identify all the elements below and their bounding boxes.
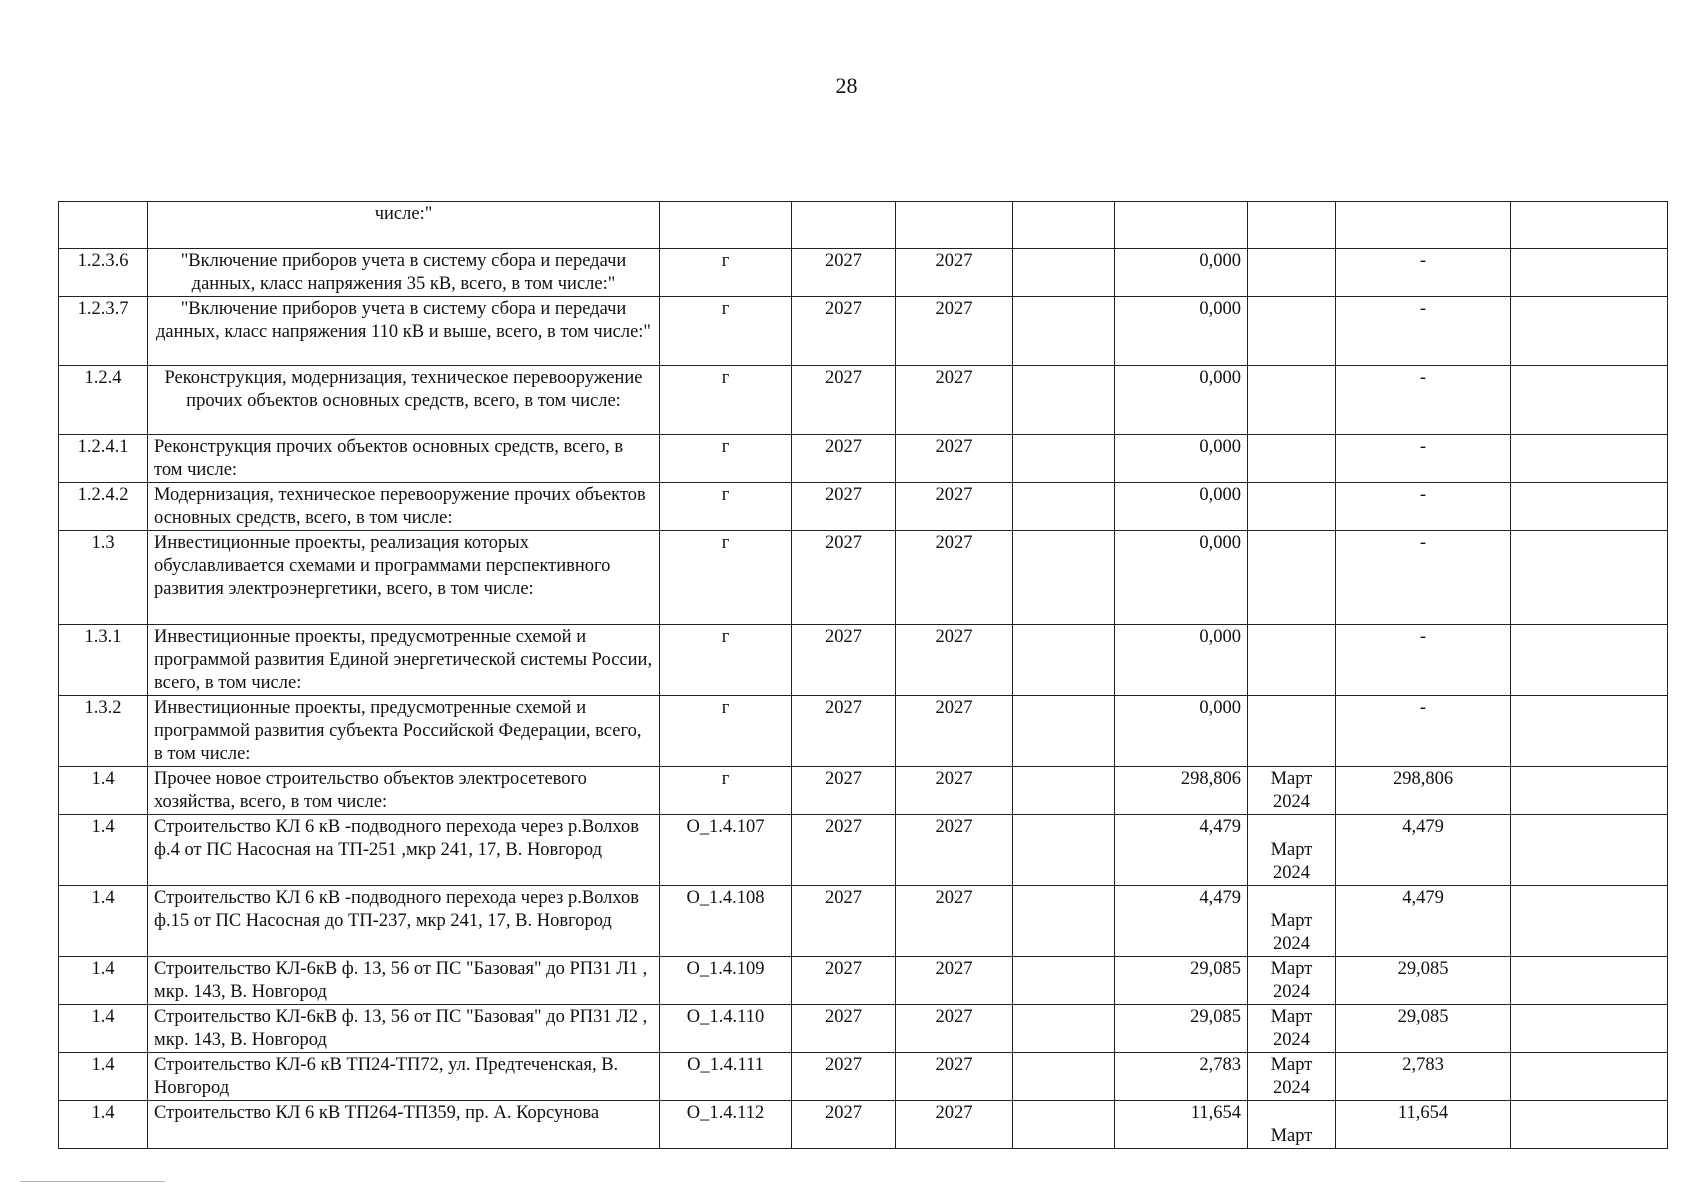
item-code-text: г [721, 485, 730, 505]
row-number-text: 1.2.4.1 [77, 437, 129, 457]
date-cell [1248, 531, 1336, 625]
year-end-cell [896, 202, 1013, 249]
date-text: Март 2024 [1270, 769, 1313, 812]
row-number-cell [59, 483, 148, 531]
row-number-text: 1.4 [91, 1103, 115, 1123]
empty-cell [1013, 1053, 1115, 1101]
empty-cell [1013, 696, 1115, 767]
year-start-cell [792, 625, 896, 696]
item-name-cell [148, 297, 660, 366]
table-row [59, 531, 1668, 625]
value2-text: 11,654 [1397, 1103, 1449, 1123]
value-cell [1115, 366, 1248, 435]
year-start-cell [792, 886, 896, 957]
row-number-text: 1.3.2 [84, 698, 122, 718]
year-end-text: 2027 [935, 698, 973, 718]
value-text: 298,806 [1180, 769, 1241, 789]
value-text: 0,000 [1199, 533, 1241, 553]
table-row [59, 249, 1668, 297]
value-text: 11,654 [1190, 1103, 1241, 1123]
empty-cell [1013, 625, 1115, 696]
table-row [59, 815, 1668, 886]
item-name-text: Строительство КЛ-6 кВ ТП24-ТП72, ул. Предтеченская, В. Новгород [154, 1055, 619, 1098]
value2-cell [1336, 767, 1511, 815]
item-code-cell [660, 696, 792, 767]
value2-cell [1336, 957, 1511, 1005]
date-cell [1248, 483, 1336, 531]
item-code-cell [660, 249, 792, 297]
item-name-cell [148, 625, 660, 696]
date-text: Март 2024 [1270, 959, 1313, 1002]
year-start-cell [792, 435, 896, 483]
date-cell [1248, 957, 1336, 1005]
year-end-cell [896, 435, 1013, 483]
value-cell [1115, 483, 1248, 531]
table-row [59, 957, 1668, 1005]
value2-cell [1336, 366, 1511, 435]
year-start-text: 2027 [825, 627, 862, 647]
date-text: Март 2024 [1270, 911, 1313, 954]
row-number-cell [59, 815, 148, 886]
year-end-cell [896, 249, 1013, 297]
value-text: 4,479 [1199, 888, 1241, 908]
value2-cell [1336, 249, 1511, 297]
year-end-cell [896, 366, 1013, 435]
date-cell [1248, 366, 1336, 435]
year-end-cell [896, 696, 1013, 767]
item-code-cell [660, 625, 792, 696]
value2-text: - [1419, 251, 1427, 271]
item-code-cell [660, 202, 792, 249]
item-code-cell [660, 815, 792, 886]
value-text: 0,000 [1199, 698, 1241, 718]
item-code-cell [660, 957, 792, 1005]
row-number-text: 1.4 [91, 769, 115, 789]
value2-text: 29,085 [1397, 1007, 1449, 1027]
table-row [59, 1053, 1668, 1101]
value-cell [1115, 886, 1248, 957]
row-number-cell [59, 957, 148, 1005]
year-end-cell [896, 767, 1013, 815]
item-name-cell [148, 1005, 660, 1053]
value2-text: - [1419, 299, 1427, 319]
item-name-text: Строительство КЛ-6кВ ф. 13, 56 от ПС "Базовая" до РП31 Л2 , мкр. 143, В. Новгород [154, 1007, 648, 1050]
empty-cell [1511, 435, 1668, 483]
item-code-text: г [721, 251, 730, 271]
empty-cell [1013, 531, 1115, 625]
value-cell [1115, 1101, 1248, 1149]
value2-cell [1336, 1053, 1511, 1101]
empty-cell [1013, 366, 1115, 435]
date-cell [1248, 249, 1336, 297]
row-number-cell [59, 1005, 148, 1053]
year-end-cell [896, 886, 1013, 957]
item-name-cell [148, 483, 660, 531]
item-name-text: Строительство КЛ-6кВ ф. 13, 56 от ПС "Базовая" до РП31 Л1 , мкр. 143, В. Новгород [154, 959, 648, 1002]
date-cell [1248, 1053, 1336, 1101]
row-number-cell [59, 531, 148, 625]
date-cell [1248, 815, 1336, 886]
row-number-cell [59, 886, 148, 957]
page-number: 28 [835, 73, 858, 98]
year-end-text: 2027 [935, 299, 973, 319]
year-start-text: 2027 [825, 437, 862, 457]
row-number-cell [59, 767, 148, 815]
date-cell [1248, 696, 1336, 767]
empty-cell [1511, 366, 1668, 435]
value2-cell [1336, 886, 1511, 957]
empty-cell [1511, 886, 1668, 957]
value2-cell [1336, 1101, 1511, 1149]
value2-text: 298,806 [1392, 769, 1454, 789]
item-name-text: Строительство КЛ 6 кВ -подводного перехода через р.Волхов ф.15 от ПС Насосная до ТП-237, мкр 241, 17, В. Новгород [154, 888, 639, 931]
year-start-cell [792, 483, 896, 531]
year-end-text: 2027 [935, 1103, 973, 1123]
row-number-text: 1.4 [91, 959, 115, 979]
item-name-cell [148, 531, 660, 625]
year-start-text: 2027 [825, 485, 862, 505]
date-cell [1248, 202, 1336, 249]
date-cell [1248, 1005, 1336, 1053]
year-start-text: 2027 [825, 1055, 862, 1075]
value-text: 0,000 [1199, 368, 1241, 388]
item-code-cell [660, 1005, 792, 1053]
value-text: 29,085 [1190, 959, 1241, 979]
year-start-cell [792, 957, 896, 1005]
year-end-text: 2027 [935, 368, 973, 388]
item-code-text: O_1.4.110 [686, 1007, 765, 1027]
item-name-cell [148, 202, 660, 249]
item-code-cell [660, 886, 792, 957]
empty-cell [1511, 767, 1668, 815]
year-start-text: 2027 [825, 769, 862, 789]
empty-cell [1013, 435, 1115, 483]
value-cell [1115, 767, 1248, 815]
value-cell [1115, 1005, 1248, 1053]
item-code-text: г [721, 368, 730, 388]
value2-text: - [1419, 485, 1427, 505]
empty-cell [1511, 815, 1668, 886]
date-cell [1248, 886, 1336, 957]
value2-text: - [1419, 437, 1427, 457]
table-row [59, 297, 1668, 366]
year-end-cell [896, 815, 1013, 886]
item-code-cell [660, 483, 792, 531]
empty-cell [1013, 886, 1115, 957]
row-number-text: 1.4 [91, 888, 115, 908]
date-text: Март [1270, 1126, 1313, 1146]
year-start-cell [792, 1005, 896, 1053]
value2-text: 2,783 [1402, 1055, 1444, 1075]
item-name-cell [148, 696, 660, 767]
item-code-text: г [721, 627, 730, 647]
year-start-cell [792, 1053, 896, 1101]
table-row [59, 366, 1668, 435]
date-cell [1248, 1101, 1336, 1149]
item-code-text: г [721, 769, 730, 789]
date-text: Март 2024 [1270, 1007, 1313, 1050]
year-start-text: 2027 [825, 251, 862, 271]
row-number-text: 1.2.4.2 [77, 485, 129, 505]
year-start-cell [792, 815, 896, 886]
value-cell [1115, 435, 1248, 483]
year-start-text: 2027 [825, 817, 862, 837]
value2-cell [1336, 435, 1511, 483]
item-name-cell [148, 1101, 660, 1149]
value-cell [1115, 696, 1248, 767]
year-end-cell [896, 297, 1013, 366]
item-code-text: г [721, 299, 730, 319]
year-end-cell [896, 531, 1013, 625]
row-number-text: 1.2.4 [84, 368, 122, 388]
item-code-text: O_1.4.111 [687, 1055, 764, 1075]
year-end-cell [896, 483, 1013, 531]
item-code-cell [660, 297, 792, 366]
value2-cell [1336, 696, 1511, 767]
footer-divider [20, 1181, 165, 1182]
year-end-cell [896, 625, 1013, 696]
item-name-text: Инвестиционные проекты, предусмотренные схемой и программой развития субъекта Российской Федерации, всего, в том числе: [154, 698, 642, 764]
row-number-cell [59, 297, 148, 366]
item-code-text: O_1.4.108 [686, 888, 765, 908]
year-start-text: 2027 [825, 368, 862, 388]
item-code-cell [660, 366, 792, 435]
value-text: 0,000 [1199, 485, 1241, 505]
item-name-text: Модернизация, техническое перевооружение прочих объектов основных средств, всего, в том числе: [154, 485, 646, 528]
value-cell [1115, 1053, 1248, 1101]
year-end-text: 2027 [935, 627, 973, 647]
empty-cell [1511, 1005, 1668, 1053]
year-end-text: 2027 [935, 888, 973, 908]
value2-cell [1336, 483, 1511, 531]
empty-cell [1511, 249, 1668, 297]
item-code-cell [660, 531, 792, 625]
value2-text: - [1419, 627, 1427, 647]
value-text: 2,783 [1199, 1055, 1241, 1075]
investment-table [58, 201, 1668, 1149]
item-name-text: Инвестиционные проекты, предусмотренные схемой и программой развития Единой энергетической системы России, всего, в том числе: [154, 627, 653, 693]
item-code-text: г [721, 698, 730, 718]
year-end-text: 2027 [935, 437, 973, 457]
table-row [59, 435, 1668, 483]
item-name-cell [148, 886, 660, 957]
year-start-text: 2027 [825, 533, 862, 553]
empty-cell [1511, 625, 1668, 696]
year-end-text: 2027 [935, 251, 973, 271]
value-cell [1115, 815, 1248, 886]
table-row [59, 625, 1668, 696]
item-name-text: Строительство КЛ 6 кВ ТП264-ТП359, пр. А. Корсунова [154, 1103, 600, 1123]
date-cell [1248, 297, 1336, 366]
value-cell [1115, 625, 1248, 696]
item-code-cell [660, 767, 792, 815]
row-number-cell [59, 696, 148, 767]
value2-text: - [1419, 533, 1427, 553]
year-start-text: 2027 [825, 1103, 862, 1123]
year-start-cell [792, 696, 896, 767]
value2-text: - [1419, 698, 1427, 718]
empty-cell [1013, 202, 1115, 249]
item-name-cell [148, 767, 660, 815]
table-row [59, 1005, 1668, 1053]
year-start-text: 2027 [825, 1007, 862, 1027]
item-name-cell [148, 366, 660, 435]
row-number-cell [59, 366, 148, 435]
year-end-cell [896, 957, 1013, 1005]
value-text: 29,085 [1190, 1007, 1241, 1027]
year-end-cell [896, 1101, 1013, 1149]
row-number-text: 1.4 [91, 1007, 115, 1027]
item-name-text: Реконструкция прочих объектов основных средств, всего, в том числе: [154, 437, 624, 480]
year-start-cell [792, 249, 896, 297]
row-number-cell [59, 435, 148, 483]
item-name-text: Прочее новое строительство объектов электросетевого хозяйства, всего, в том числе: [154, 769, 587, 812]
row-number-text: 1.4 [91, 817, 115, 837]
item-name-text: числе:" [374, 204, 433, 224]
item-name-cell [148, 435, 660, 483]
date-cell [1248, 435, 1336, 483]
item-name-text: "Включение приборов учета в систему сбора и передачи данных, класс напряжения 110 кВ и выше, всего, в том числе:" [156, 299, 651, 342]
item-code-cell [660, 1053, 792, 1101]
row-number-text: 1.3 [91, 533, 115, 553]
date-cell [1248, 767, 1336, 815]
empty-cell [1013, 957, 1115, 1005]
value-text: 0,000 [1199, 251, 1241, 271]
year-end-text: 2027 [935, 769, 973, 789]
table-row [59, 1101, 1668, 1149]
item-name-text: Инвестиционные проекты, реализация которых обуславливается схемами и программами перспективного развития электроэнергетики, всего, в том числе: [154, 533, 611, 599]
empty-cell [1013, 767, 1115, 815]
year-end-cell [896, 1005, 1013, 1053]
table-row [59, 886, 1668, 957]
item-name-cell [148, 1053, 660, 1101]
year-start-cell [792, 297, 896, 366]
row-number-text: 1.2.3.6 [77, 251, 129, 271]
row-number-cell [59, 1053, 148, 1101]
value2-text: 4,479 [1402, 888, 1444, 908]
year-end-text: 2027 [935, 1007, 973, 1027]
value-text: 0,000 [1199, 437, 1241, 457]
item-code-text: O_1.4.112 [686, 1103, 765, 1123]
value-text: 0,000 [1199, 627, 1241, 647]
value-cell [1115, 249, 1248, 297]
row-number-cell [59, 1101, 148, 1149]
year-start-cell [792, 767, 896, 815]
item-code-text: O_1.4.109 [686, 959, 765, 979]
year-start-text: 2027 [825, 888, 862, 908]
date-text: Март 2024 [1270, 840, 1313, 883]
value2-text: 29,085 [1397, 959, 1449, 979]
item-name-cell [148, 249, 660, 297]
empty-cell [1511, 202, 1668, 249]
value2-cell [1336, 297, 1511, 366]
value2-cell [1336, 815, 1511, 886]
item-name-text: "Включение приборов учета в систему сбора и передачи данных, класс напряжения 35 кВ, всего, в том числе:" [180, 251, 627, 294]
year-end-text: 2027 [935, 1055, 973, 1075]
item-name-text: Реконструкция, модернизация, техническое перевооружение прочих объектов основных средств, всего, в том числе: [164, 368, 643, 411]
row-number-cell [59, 625, 148, 696]
row-number-text: 1.3.1 [84, 627, 122, 647]
value-cell [1115, 297, 1248, 366]
value2-cell [1336, 531, 1511, 625]
empty-cell [1511, 696, 1668, 767]
row-number-text: 1.4 [91, 1055, 115, 1075]
empty-cell [1511, 1053, 1668, 1101]
empty-cell [1013, 1101, 1115, 1149]
table-row [59, 202, 1668, 249]
value-text: 0,000 [1199, 299, 1241, 319]
item-code-cell [660, 1101, 792, 1149]
empty-cell [1013, 297, 1115, 366]
value-cell [1115, 531, 1248, 625]
year-start-text: 2027 [825, 959, 862, 979]
item-name-cell [148, 957, 660, 1005]
date-cell [1248, 625, 1336, 696]
empty-cell [1511, 483, 1668, 531]
row-number-cell [59, 249, 148, 297]
year-start-text: 2027 [825, 299, 862, 319]
year-end-text: 2027 [935, 485, 973, 505]
year-start-cell [792, 1101, 896, 1149]
table-row [59, 696, 1668, 767]
table-row [59, 483, 1668, 531]
empty-cell [1511, 957, 1668, 1005]
empty-cell [1511, 297, 1668, 366]
item-code-cell [660, 435, 792, 483]
item-code-text: г [721, 533, 730, 553]
value2-cell [1336, 1005, 1511, 1053]
table-row [59, 767, 1668, 815]
empty-cell [1013, 249, 1115, 297]
date-text: Март 2024 [1270, 1055, 1313, 1098]
value2-text: 4,479 [1402, 817, 1444, 837]
value2-text: - [1419, 368, 1427, 388]
empty-cell [1511, 531, 1668, 625]
value-text: 4,479 [1199, 817, 1241, 837]
year-end-text: 2027 [935, 817, 973, 837]
year-start-cell [792, 202, 896, 249]
empty-cell [1511, 1101, 1668, 1149]
year-start-cell [792, 531, 896, 625]
year-end-text: 2027 [935, 533, 973, 553]
value-cell [1115, 957, 1248, 1005]
year-start-text: 2027 [825, 698, 862, 718]
empty-cell [1013, 815, 1115, 886]
year-end-text: 2027 [935, 959, 973, 979]
year-start-cell [792, 366, 896, 435]
item-name-text: Строительство КЛ 6 кВ -подводного перехода через р.Волхов ф.4 от ПС Насосная на ТП-251 ,мкр 241, 17, В. Новгород [154, 817, 639, 860]
row-number-text: 1.2.3.7 [77, 299, 129, 319]
empty-cell [1013, 1005, 1115, 1053]
item-name-cell [148, 815, 660, 886]
value-cell [1115, 202, 1248, 249]
year-end-cell [896, 1053, 1013, 1101]
item-code-text: г [721, 437, 730, 457]
item-code-text: O_1.4.107 [686, 817, 765, 837]
empty-cell [1013, 483, 1115, 531]
value2-cell [1336, 202, 1511, 249]
value2-cell [1336, 625, 1511, 696]
row-number-cell [59, 202, 148, 249]
